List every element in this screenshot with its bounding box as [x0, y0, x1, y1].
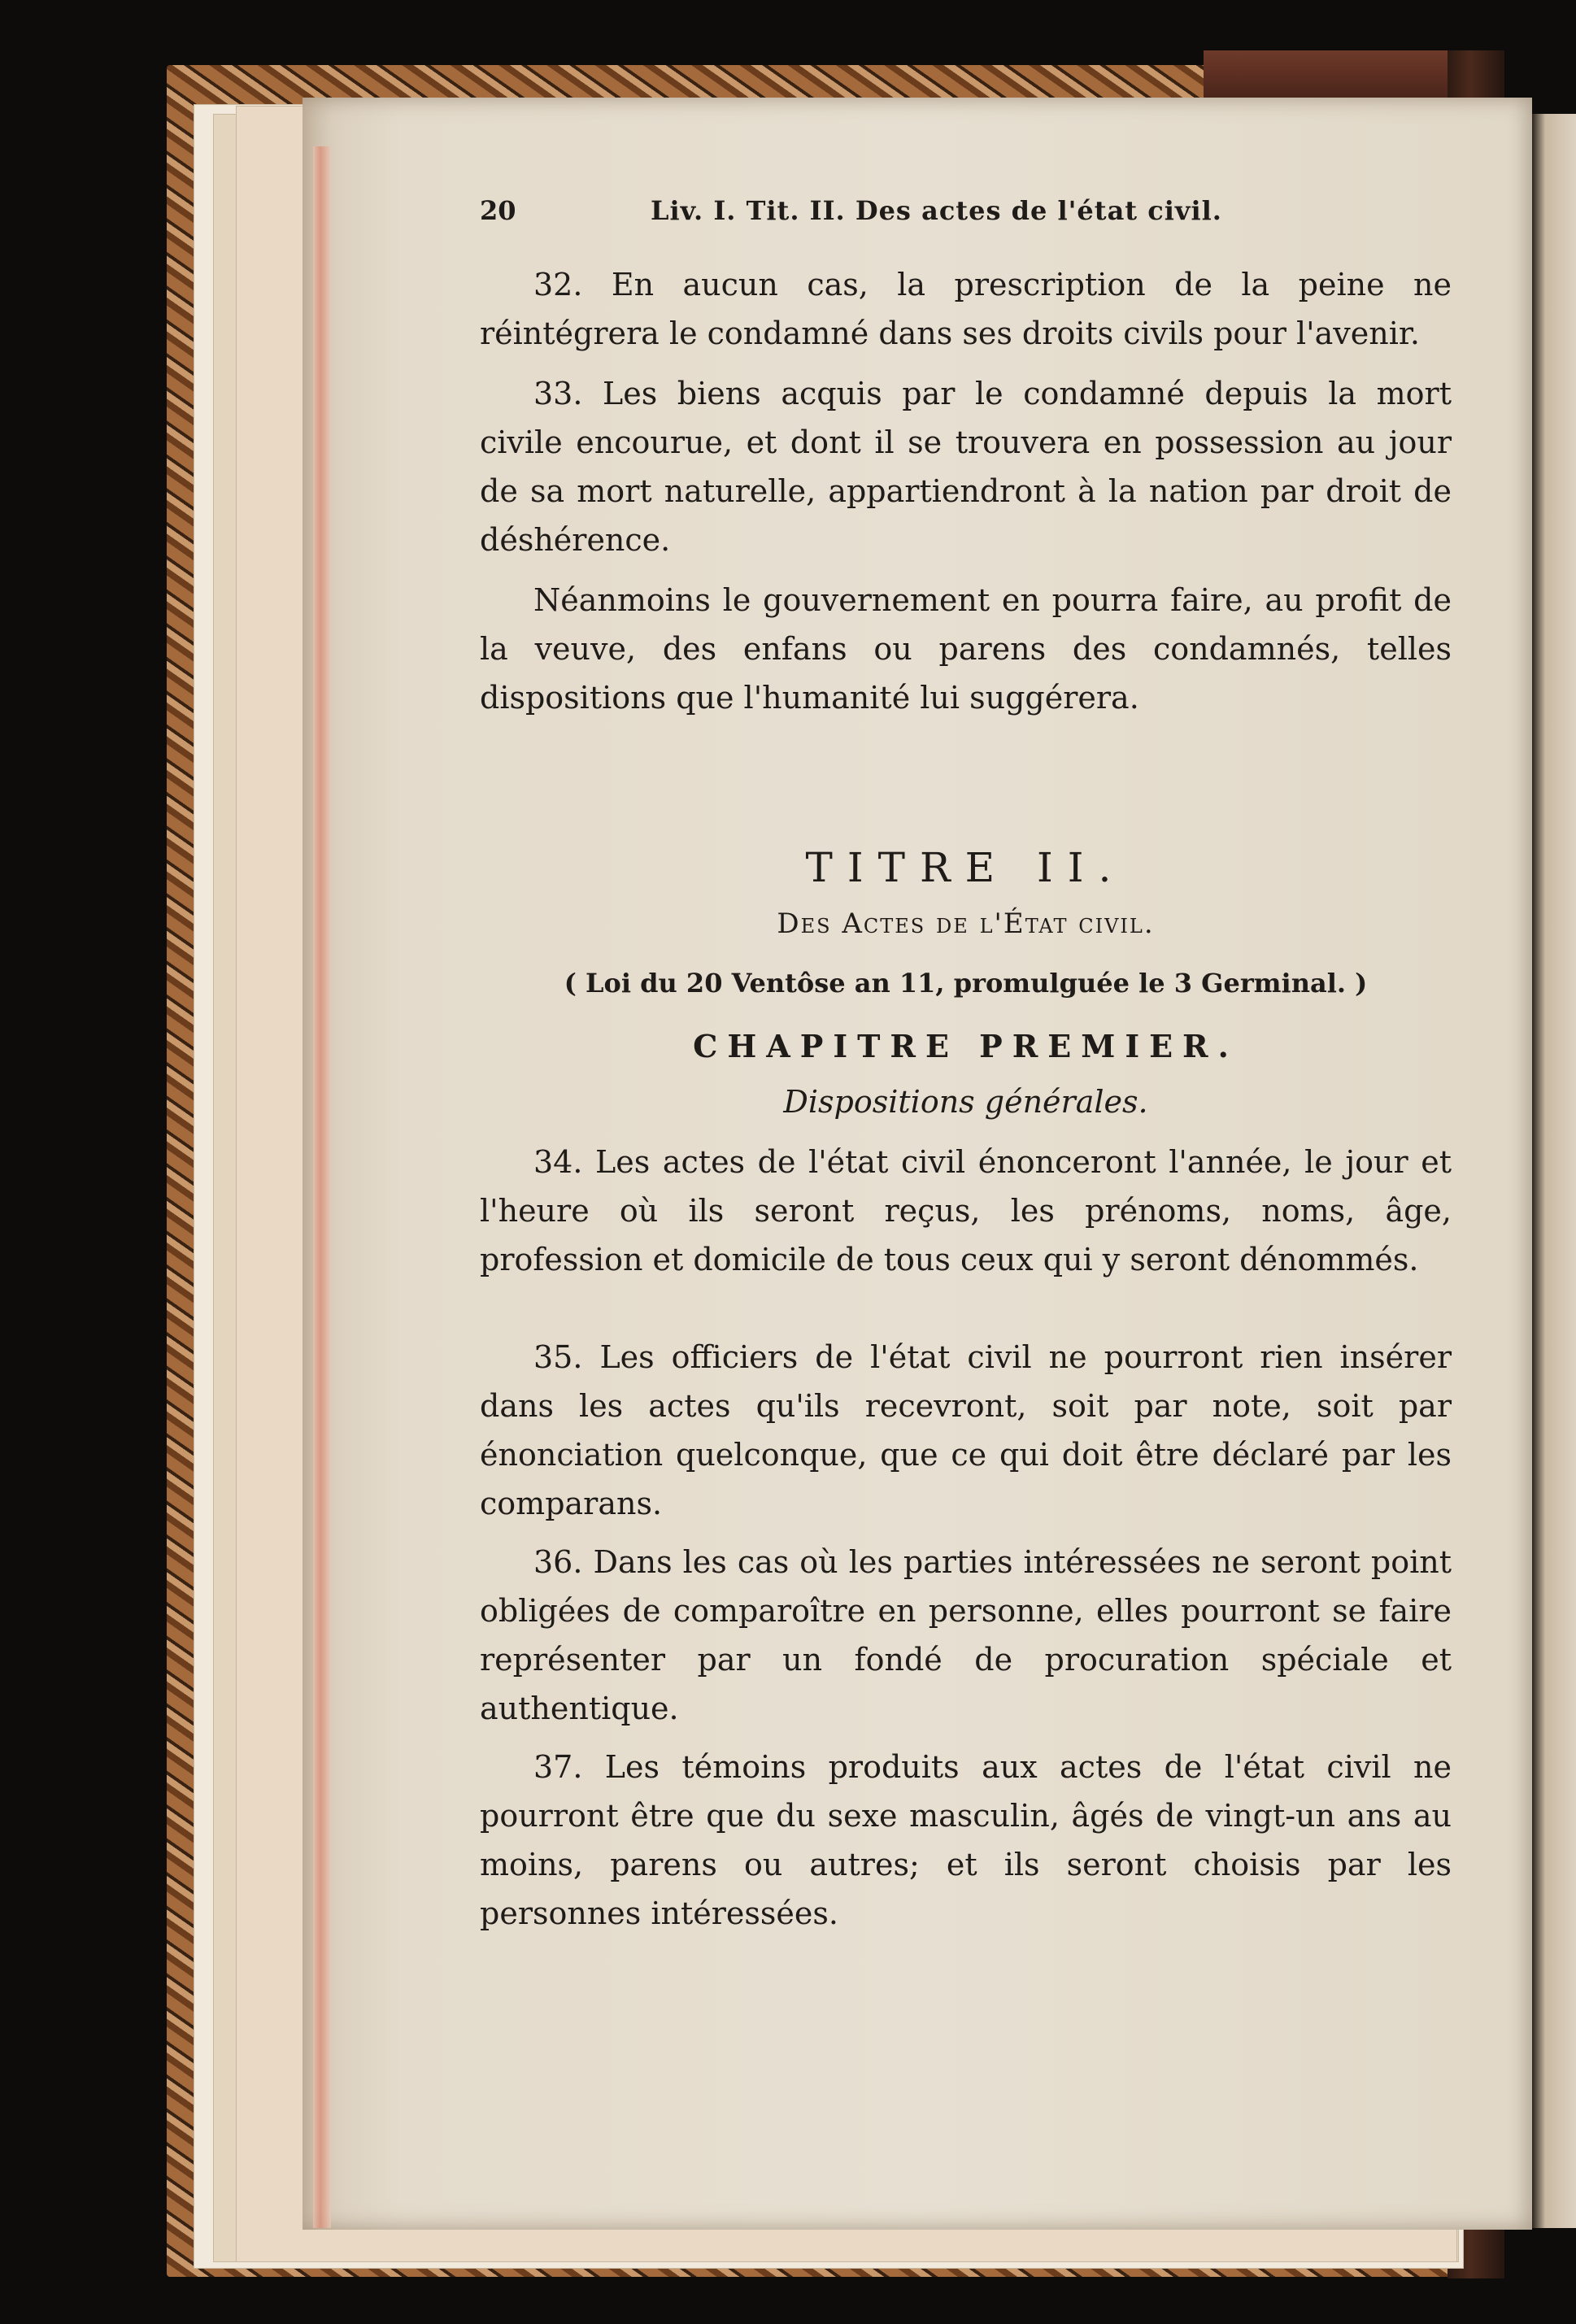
- leather-corner: [1204, 50, 1448, 99]
- red-page-edge: [313, 146, 331, 2228]
- article-36: 36. Dans les cas où les parties intéressées ne seront point obligées de comparoître en personne, elles pourront se faire représenter par un fondé de procuration spéciale et authentique.: [480, 1544, 1452, 1726]
- titre-subheading: Des Actes de l'État civil.: [777, 907, 1155, 940]
- running-title: Liv. I. Tit. II. Des actes de l'état civil.: [651, 195, 1222, 226]
- facing-page-edge: [1532, 114, 1576, 2228]
- section-heading: Dispositions générales.: [783, 1084, 1148, 1120]
- titre-heading: TITRE II.: [805, 844, 1126, 891]
- page-number: 20: [480, 195, 516, 226]
- article-33-continuation: Néanmoins le gouvernement en pourra faire, au profit de la veuve, des enfans ou parens des condamnés, telles dispositions que l'humanité lui suggérera.: [480, 582, 1452, 716]
- chapter-heading: CHAPITRE PREMIER.: [693, 1028, 1239, 1064]
- page-text: [480, 260, 1452, 1938]
- article-35: 35. Les officiers de l'état civil ne pourront rien insérer dans les actes qu'ils recevront, soit par note, soit par énonciation quelconque, que ce qui doit être déclaré par les comparans.: [480, 1339, 1452, 1521]
- article-37: 37. Les témoins produits aux actes de l'état civil ne pourront être que du sexe masculin, âgés de vingt-un ans au moins, parens ou autres; et ils seront choisis par les personnes intéressées.: [480, 1749, 1452, 1931]
- law-reference: ( Loi du 20 Ventôse an 11, promulguée le 3 Germinal. ): [564, 968, 1368, 999]
- article-34: 34. Les actes de l'état civil énonceront l'année, le jour et l'heure où ils seront reçus, les prénoms, noms, âge, profession et domicile de tous ceux qui y seront dénommés.: [480, 1144, 1452, 1277]
- article-33: 33. Les biens acquis par le condamné depuis la mort civile encourue, et dont il se trouvera en possession au jour de sa mort naturelle, appartiendront à la nation par droit de déshérence.: [480, 376, 1452, 558]
- running-header: [480, 195, 1452, 226]
- article-32: 32. En aucun cas, la prescription de la peine ne réintégrera le condamné dans ses droits civils pour l'avenir.: [480, 267, 1452, 351]
